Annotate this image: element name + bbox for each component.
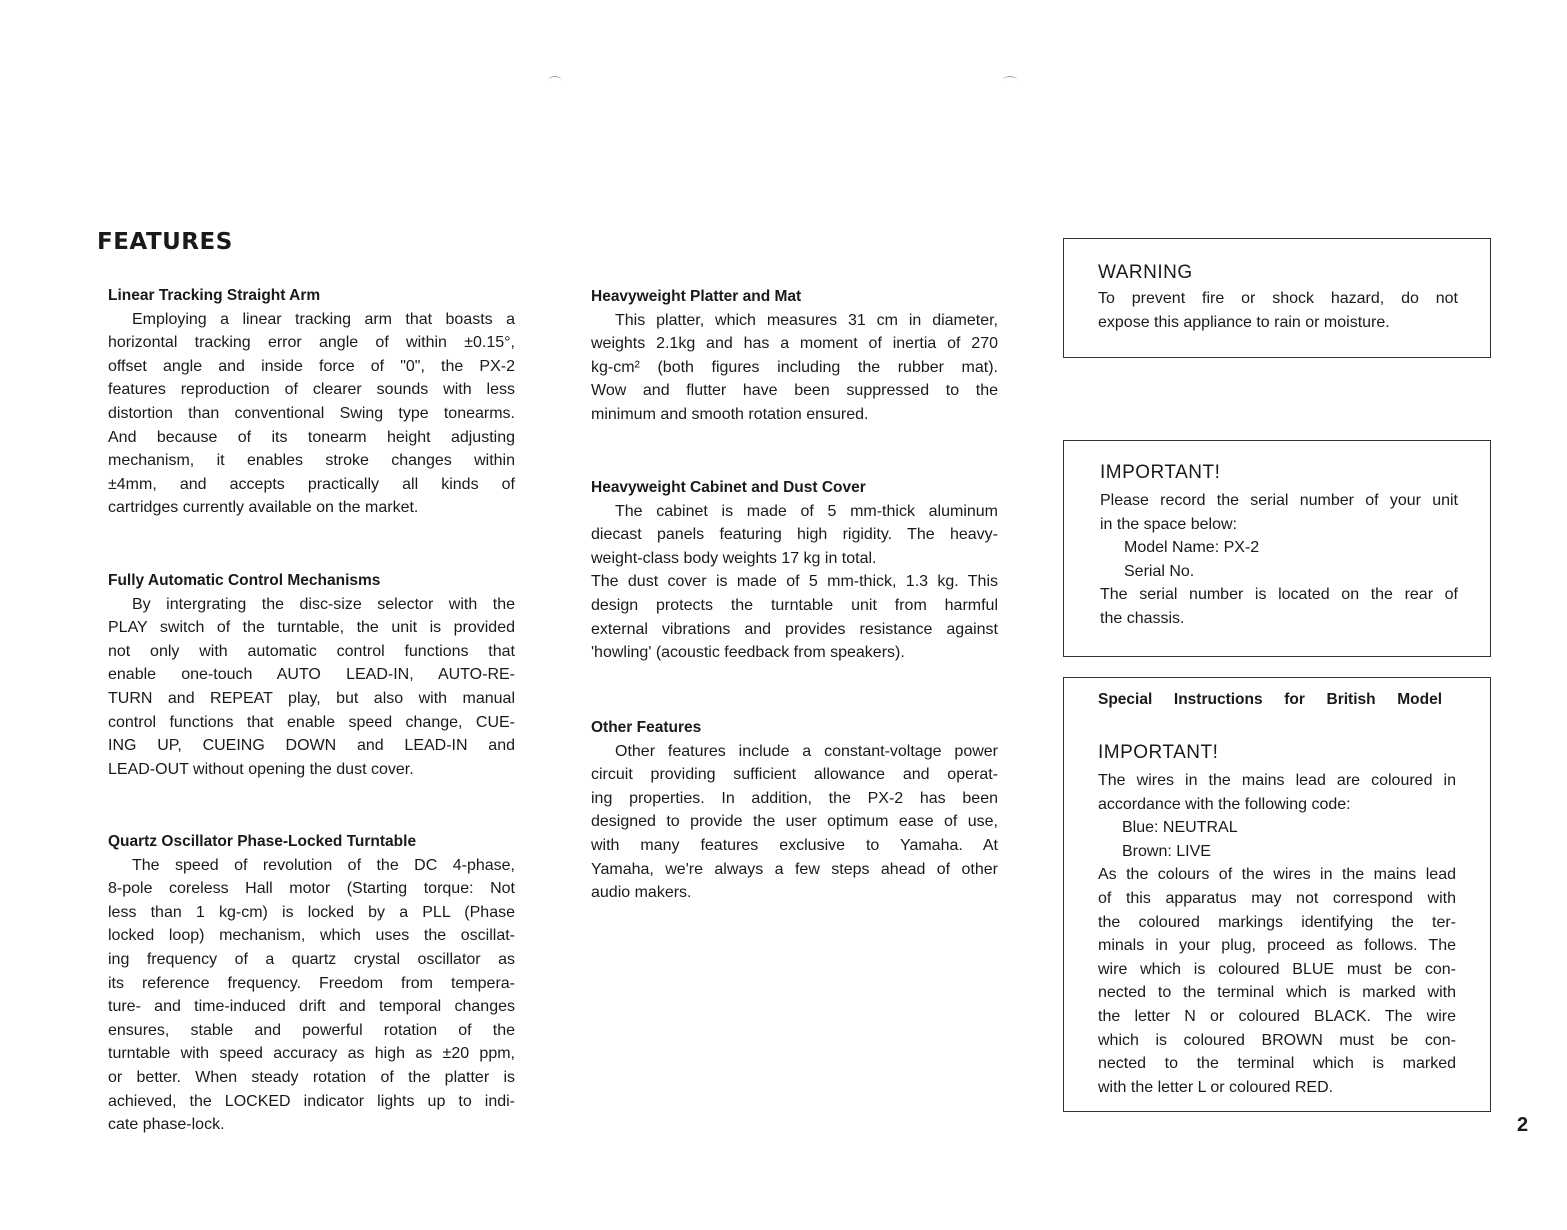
text-line: with the letter L or coloured RED.: [1098, 1078, 1334, 1096]
text-line: features reproduction of clearer sounds with less: [108, 381, 515, 399]
text-line: expose this appliance to rain or moisture.: [1098, 313, 1390, 331]
text-line: design protects the turntable unit from harmful: [591, 596, 998, 614]
page-number: 2: [1517, 1114, 1529, 1136]
section-heading: Heavyweight Platter and Mat: [591, 288, 802, 305]
text-line: horizontal tracking error angle of within ±0.15°,: [108, 334, 515, 352]
text-line: Model Name: PX-2: [1124, 539, 1260, 557]
scan-mark: [1003, 76, 1017, 85]
text-line: the letter N or coloured BLACK. The wire: [1098, 1007, 1456, 1025]
feature-automatic-control: [108, 569, 515, 781]
text-line: Blue: NEUTRAL: [1122, 819, 1238, 837]
text-line: Brown: LIVE: [1122, 842, 1211, 860]
text-line: achieved, the LOCKED indicator lights up to indi-: [108, 1092, 515, 1110]
text-line: its reference frequency. Freedom from tempera-: [108, 974, 515, 992]
text-line: PLAY switch of the turntable, the unit is provided: [108, 619, 515, 637]
important-text: [1100, 489, 1458, 631]
warning-text: [1098, 287, 1458, 334]
text-line: nected to the terminal which is marked: [1098, 1055, 1456, 1073]
section-heading: Fully Automatic Control Mechanisms: [108, 572, 381, 589]
text-line: nected to the terminal which is marked with: [1098, 984, 1456, 1002]
text-line: Yamaha, we're always a few steps ahead of other: [591, 860, 998, 878]
text-line: accordance with the following code:: [1098, 795, 1351, 813]
text-line: 8-pole coreless Hall motor (Starting torque: Not: [108, 880, 515, 898]
warning-heading: WARNING: [1098, 262, 1193, 283]
text-line: or better. When steady rotation of the platter is: [108, 1068, 515, 1086]
text-line: The wires in the mains lead are coloured in: [1098, 772, 1456, 789]
feature-linear-tracking: [108, 284, 515, 520]
text-line: enable one-touch AUTO LEAD-IN, AUTO-RE-: [108, 666, 515, 684]
text-line: The speed of revolution of the DC 4-phase,: [132, 856, 515, 874]
text-line: To prevent fire or shock hazard, do not: [1098, 290, 1458, 307]
text-line: less than 1 kg-cm) is locked by a PLL (Phase: [108, 903, 515, 921]
text-line: diecast panels featuring high rigidity. The heavy-: [591, 526, 998, 544]
text-line: of this apparatus may not correspond with: [1098, 889, 1456, 907]
text-line: offset angle and inside force of "0", the PX-2: [108, 357, 515, 375]
text-line: Wow and flutter have been suppressed to the: [591, 382, 998, 400]
text-line: in the space below:: [1100, 515, 1237, 533]
text-line: Serial No.: [1124, 562, 1195, 580]
text-line: not only with automatic control functions that: [108, 642, 515, 660]
british-title: Special Instructions for British Model: [1098, 691, 1442, 708]
important-box: [1063, 440, 1491, 657]
text-line: which is coloured BROWN must be con-: [1098, 1031, 1456, 1049]
text-line: the chassis.: [1100, 609, 1185, 627]
text-line: ture- and time-induced drift and temporal changes: [108, 998, 515, 1016]
text-line: audio makers.: [591, 884, 692, 902]
feature-other: [591, 716, 998, 905]
text-line: turntable with speed accuracy as high as ±20 ppm,: [108, 1045, 515, 1063]
warning-box: [1063, 238, 1491, 358]
text-line: LEAD-OUT without opening the dust cover.: [108, 760, 414, 778]
text-line: designed to provide the user optimum ease of use,: [591, 813, 998, 831]
text-line: cate phase-lock.: [108, 1116, 225, 1134]
text-line: ING UP, CUEING DOWN and LEAD-IN and: [108, 737, 515, 755]
text-line: weights 2.1kg and has a moment of inertia of 270: [591, 335, 998, 353]
page-title: FEATURES: [97, 229, 233, 255]
text-line: ing properties. In addition, the PX-2 has been: [591, 789, 998, 807]
text-line: The dust cover is made of 5 mm-thick, 1.3 kg. This: [591, 573, 998, 591]
section-heading: Quartz Oscillator Phase-Locked Turntable: [108, 833, 417, 850]
text-line: mechanism, it enables stroke changes within: [108, 452, 515, 470]
text-line: The serial number is located on the rear of: [1100, 586, 1458, 604]
feature-platter: [591, 285, 998, 427]
text-line: distortion than conventional Swing type tonearms.: [108, 404, 515, 422]
text-line: wire which is coloured BLUE must be con-: [1098, 960, 1456, 978]
feature-quartz-oscillator: [108, 830, 515, 1137]
text-line: ing frequency of a quartz crystal oscillator as: [108, 950, 515, 968]
british-text: [1098, 769, 1456, 1099]
text-line: the coloured markings identifying the ter-: [1098, 913, 1456, 931]
text-line: ensures, stable and powerful rotation of the: [108, 1021, 515, 1039]
text-line: This platter, which measures 31 cm in diameter,: [615, 311, 998, 329]
section-heading: Linear Tracking Straight Arm: [108, 287, 321, 304]
text-line: kg-cm² (both figures including the rubber mat).: [591, 358, 998, 376]
text-line: cartridges currently available on the market.: [108, 499, 419, 517]
text-line: control functions that enable speed change, CUE-: [108, 713, 515, 731]
text-line: locked loop) mechanism, which uses the oscillat-: [108, 927, 515, 945]
section-heading: Heavyweight Cabinet and Dust Cover: [591, 479, 866, 496]
text-line: TURN and REPEAT play, but also with manual: [108, 689, 515, 707]
text-line: minals in your plug, proceed as follows. The: [1098, 937, 1456, 955]
section-heading: Other Features: [591, 719, 702, 736]
text-line: And because of its tonearm height adjusting: [108, 428, 515, 446]
feature-cabinet: [591, 476, 998, 665]
text-line: Employing a linear tracking arm that boasts a: [132, 310, 515, 328]
text-line: 'howling' (acoustic feedback from speakers).: [591, 644, 905, 662]
scan-mark: [548, 76, 562, 85]
text-line: minimum and smooth rotation ensured.: [591, 405, 869, 423]
important-heading: IMPORTANT!: [1100, 462, 1221, 483]
british-model-box: [1063, 677, 1491, 1112]
text-line: external vibrations and provides resistance against: [591, 620, 998, 638]
text-line: As the colours of the wires in the mains lead: [1098, 866, 1456, 884]
text-line: Other features include a constant-voltage power: [615, 742, 998, 760]
text-line: weight-class body weights 17 kg in total.: [591, 549, 877, 567]
british-important-heading: IMPORTANT!: [1098, 742, 1219, 763]
text-line: Please record the serial number of your unit: [1100, 492, 1458, 509]
text-line: By intergrating the disc-size selector with the: [132, 595, 515, 613]
text-line: The cabinet is made of 5 mm-thick aluminum: [615, 502, 998, 520]
text-line: with many features exclusive to Yamaha. At: [591, 836, 998, 854]
text-line: circuit providing sufficient allowance and operat-: [591, 766, 998, 784]
text-line: ±4mm, and accepts practically all kinds of: [108, 475, 515, 493]
